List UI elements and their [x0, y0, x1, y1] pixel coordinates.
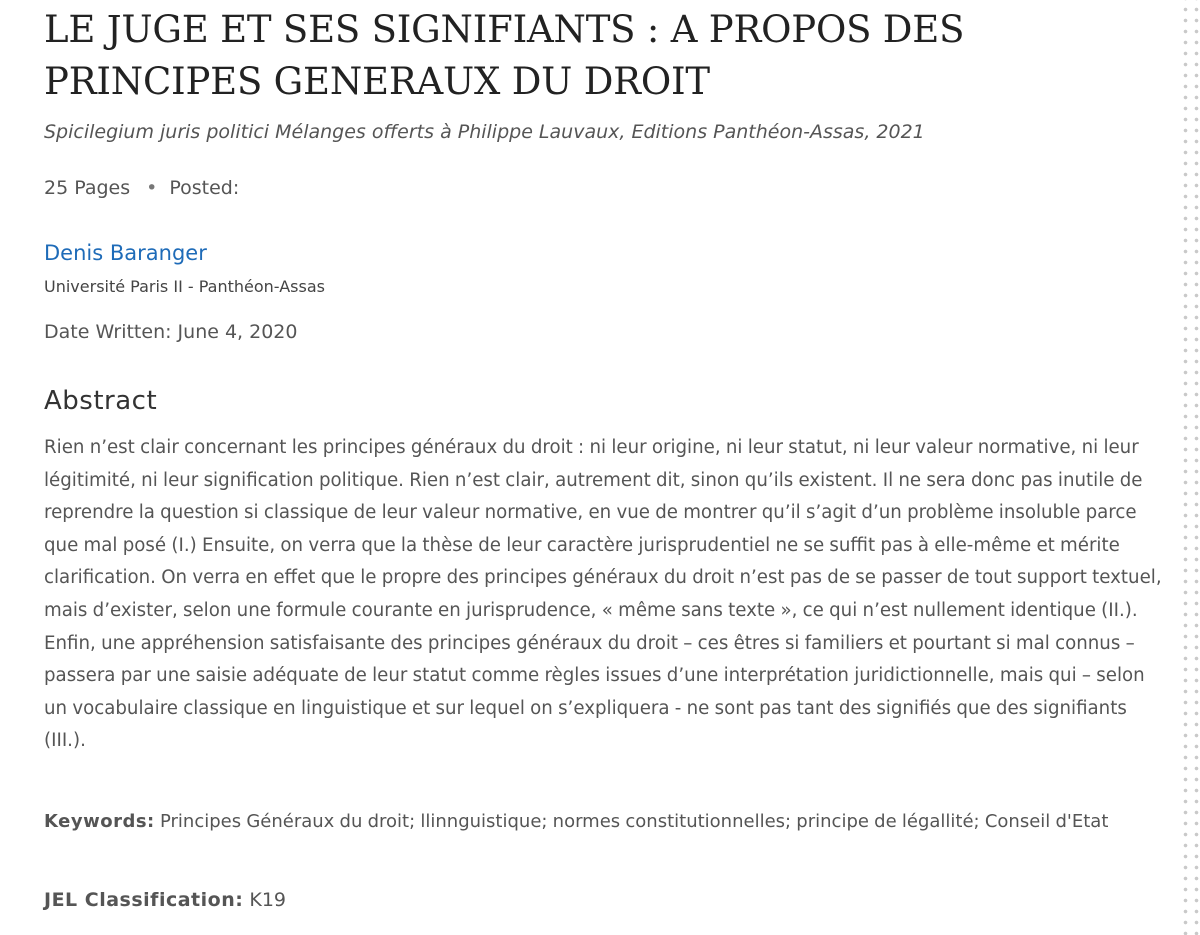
author-link[interactable]: Denis Baranger — [44, 241, 207, 265]
abstract-heading: Abstract — [44, 386, 158, 416]
paper-title — [44, 4, 1164, 108]
date-written: Date Written: June 4, 2020 — [44, 321, 298, 343]
keywords-label: Keywords: — [44, 811, 155, 832]
jel-label: JEL Classification: — [44, 889, 244, 911]
author-affiliation: Université Paris II - Panthéon-Assas — [44, 277, 325, 296]
posted-label: Posted: — [169, 177, 240, 199]
paper-title-line-1: LE JUGE ET SES SIGNIFIANTS : A PROPOS DES — [44, 8, 965, 51]
jel-value: K19 — [249, 889, 287, 911]
paper-title-line-2: PRINCIPES GENERAUX DU DROIT — [44, 60, 710, 103]
page-count: 25 Pages — [44, 177, 131, 199]
meta-separator-dot: • — [146, 177, 158, 199]
keywords — [44, 807, 1154, 837]
keywords-value: Principes Généraux du droit; llinnguistique; normes constitutionnelles; principe de légallité; Conseil d'Etat — [159, 811, 1109, 832]
journal-citation: Spicilegium juris politici Mélanges offerts à Philippe Lauvaux, Editions Panthéon-Assas, 2021 — [44, 121, 925, 143]
scroll-rail-dots — [1178, 0, 1200, 935]
abstract-text: Rien n’est clair concernant les principes généraux du droit : ni leur origine, ni leur statut, ni leur valeur normative, ni leur légitimité, ni leur signification politique. Rien n’est clair, autrement dit, sinon qu’ils existent. Il ne sera donc pas inutile de reprendre la question si classique de leur valeur normative, en vue de montrer qu’il s’agit d’un problème insoluble parce que mal posé (I.) Ensuite, on verra que la thèse de leur caractère jurisprudentiel ne se suffit pas à elle-même et mérite clarification. On verra en effet que le propre des principes généraux du droit n’est pas de se passer de tout support textuel, mais d’exister, selon une formule courante en jurisprudence, « même sans texte », ce qui n’est nullement identique (II.). Enfin, une appréhension satisfaisante des principes généraux du droit – ces êtres si familiers et pourtant si mal connus – passera par une saisie adéquate de leur statut comme règles issues d’une interprétation juridictionnelle, mais qui – selon un vocabulaire classique en linguistique et sur lequel on s’expliquera - ne sont pas tant des signifiés que des signifiants (III.). — [44, 437, 1162, 752]
jel-classification — [44, 886, 286, 914]
paper-meta — [44, 174, 239, 202]
